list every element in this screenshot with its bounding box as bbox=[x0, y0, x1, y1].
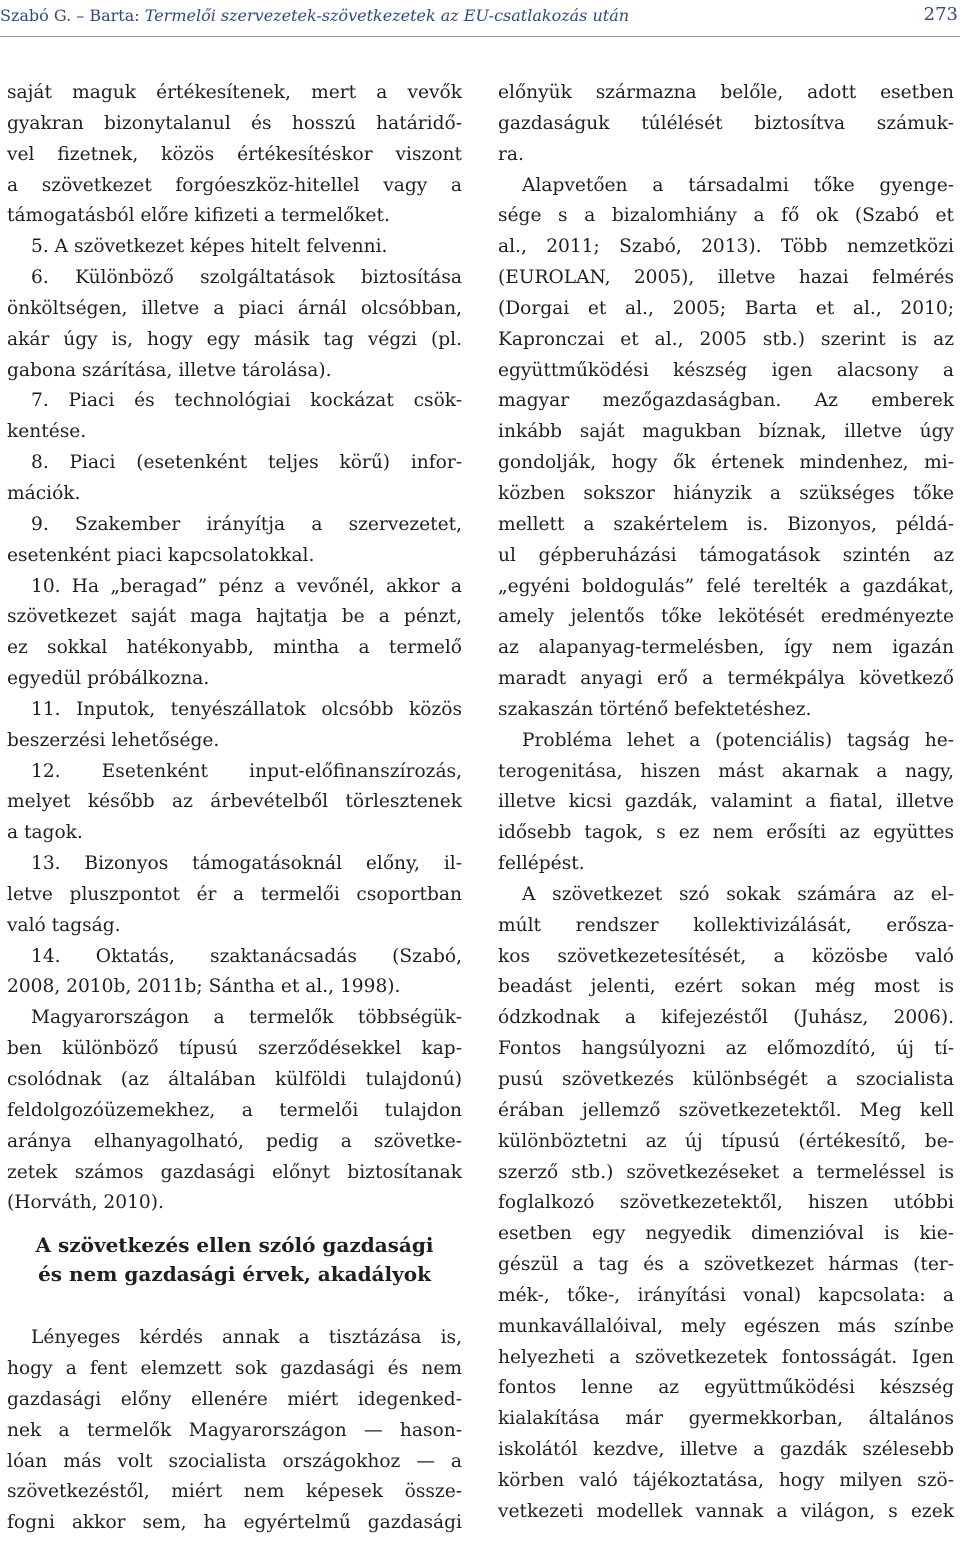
text-line: esetben egy negyedik dimenzióval is kie- bbox=[498, 1223, 954, 1245]
text-line: 14. Oktatás, szaktanácsadás (Szabó, bbox=[31, 945, 462, 967]
text-line: „egyéni boldogulás” felé terelték a gazdákat, bbox=[498, 575, 954, 597]
text-line: körben való tájékoztatása, hogy milyen szö- bbox=[498, 1469, 954, 1491]
text-line: ben különböző típusú szerződésekkel kap- bbox=[7, 1038, 462, 1060]
text-line: Magyarországon a termelők többségük- bbox=[31, 1007, 462, 1029]
text-line: illetve kicsi gazdák, valamint a fiatal, illetve bbox=[498, 791, 954, 813]
text-line: 5. A szövetkezet képes hitelt felvenni. bbox=[31, 236, 388, 258]
section-heading-line-2: és nem gazdasági érvek, akadályok bbox=[38, 1262, 431, 1287]
left-body-text bbox=[7, 78, 462, 1219]
text-line: 11. Inputok, tenyészállatok olcsóbb közös bbox=[31, 698, 462, 720]
running-header bbox=[0, 0, 960, 37]
text-line: különböztetni az új típusú (értékesítő, be- bbox=[498, 1130, 954, 1152]
text-line: való tagság. bbox=[7, 914, 121, 936]
text-line: letve pluszpontot ér a termelői csoportban bbox=[7, 883, 462, 905]
text-line: szövetkezet saját maga hajtatja be a pénzt, bbox=[7, 606, 462, 628]
header-title: Termelői szervezetek-szövetkezetek az EU-csatlakozás után bbox=[144, 6, 630, 25]
text-line: kentése. bbox=[7, 421, 87, 443]
text-line: szövetkezéstől, miért nem képesek össze- bbox=[7, 1481, 462, 1503]
text-line: mék-, tőke-, irányítási vonal) kapcsolata: a bbox=[498, 1284, 954, 1306]
text-line: szakaszán történő befektetéshez. bbox=[498, 698, 812, 720]
text-line: saját maguk értékesítenek, mert a vevők bbox=[7, 82, 462, 103]
text-line: munkavállalóival, mely egészen más színbe bbox=[498, 1315, 954, 1337]
text-line: iskolától kezdve, illetve a gazdák szélesebb bbox=[498, 1439, 954, 1461]
text-line: ra. bbox=[498, 143, 524, 165]
text-line: 6. Különböző szolgáltatások biztosítása bbox=[31, 267, 462, 289]
page-number: 273 bbox=[923, 4, 958, 25]
text-line: ez sokkal hatékonyabb, mintha a termelő bbox=[7, 637, 462, 659]
text-line: vel fizetnek, közös értékesítéskor viszont bbox=[7, 143, 462, 165]
text-line: melyet később az árbevételből törlesztenek bbox=[7, 791, 462, 813]
text-line: együttműködési készség igen alacsony a bbox=[498, 359, 954, 381]
right-column bbox=[498, 78, 954, 1528]
text-line: gyakran bizonytalanul és hosszú határidő- bbox=[7, 112, 462, 134]
text-line: (Horváth, 2010). bbox=[7, 1192, 164, 1214]
text-line: beadást jelenti, ezért sokan még most is bbox=[498, 976, 954, 998]
text-line: nek a termelők Magyarországon — hason- bbox=[7, 1419, 462, 1441]
text-line: szerző stb.) szövetkezéseket a termeléssel is bbox=[498, 1161, 954, 1183]
left-column bbox=[7, 78, 462, 1539]
text-line: fontos lenne az együttműködési készség bbox=[498, 1377, 954, 1399]
text-line: hogy a fent elemzett sok gazdasági és nem bbox=[7, 1358, 462, 1380]
text-line: magyar mezőgazdaságban. Az emberek bbox=[498, 390, 954, 412]
text-line: gabona szárítása, illetve tárolása). bbox=[7, 359, 332, 381]
text-line: kos szövetkezetesítését, a közösbe való bbox=[498, 945, 954, 967]
text-line: kialakítása már gyermekkorban, általános bbox=[498, 1408, 954, 1430]
text-line: pusú szövetkezés különbségét a szocialista bbox=[498, 1069, 954, 1090]
text-line: egyedül próbálkozna. bbox=[7, 668, 210, 690]
text-line: helyezheti a szövetkezetek fontosságát. Igen bbox=[498, 1346, 954, 1368]
text-line: fogni akkor sem, ha egyértelmű gazdasági bbox=[7, 1512, 462, 1534]
text-line: Kapronczai et al., 2005 stb.) szerint is az bbox=[498, 328, 954, 350]
text-line: gazdasági előny ellenére miért idegenked- bbox=[7, 1388, 462, 1410]
text-line: gondolják, hogy ők értenek mindenhez, mi- bbox=[498, 452, 954, 474]
text-line: aránya elhanyagolható, pedig a szövetke- bbox=[7, 1130, 462, 1152]
right-body-text bbox=[498, 78, 954, 1528]
text-line: 2008, 2010b, 2011b; Sántha et al., 1998). bbox=[7, 976, 401, 998]
text-line: beszerzési lehetősége. bbox=[7, 729, 220, 751]
text-line: maradt anyagi erő a termékpálya következő bbox=[498, 668, 954, 690]
text-line: zetek számos gazdasági előnyt biztosítanak bbox=[7, 1161, 462, 1183]
section-heading bbox=[7, 1231, 462, 1289]
text-line: al., 2011; Szabó, 2013). Több nemzetközi bbox=[498, 236, 954, 258]
text-line: feldolgozóüzemekhez, a termelői tulajdon bbox=[7, 1099, 462, 1121]
text-line: 12. Esetenként input-előfinanszírozás, bbox=[31, 760, 462, 782]
text-line: gészül a tag és a szövetkezet hármas (ter- bbox=[498, 1254, 954, 1276]
text-line: inkább saját magukban bíznak, illetve úgy bbox=[498, 421, 954, 443]
text-line: mációk. bbox=[7, 482, 81, 504]
text-line: ódzkodnak a kifejezéstől (Juhász, 2006). bbox=[498, 1007, 954, 1029]
text-line: vetkezeti modellek vannak a világon, s ezek bbox=[498, 1500, 954, 1522]
text-line: önköltségen, illetve a piaci árnál olcsóbban, bbox=[7, 297, 462, 319]
text-line: Lényeges kérdés annak a tisztázása is, bbox=[31, 1327, 462, 1349]
text-line: sége s a bizalomhiány a fő ok (Szabó et bbox=[498, 205, 954, 227]
text-line: A szövetkezet szó sokak számára az el- bbox=[522, 883, 954, 905]
section-heading-line-1: A szövetkezés ellen szóló gazdasági bbox=[35, 1233, 434, 1258]
text-line: 10. Ha „beragad” pénz a vevőnél, akkor a bbox=[31, 575, 462, 597]
text-line: Alapvetően a társadalmi tőke gyenge- bbox=[522, 174, 954, 196]
text-line: (Dorgai et al., 2005; Barta et al., 2010; bbox=[498, 297, 954, 319]
text-line: Fontos hangsúlyozni az előmozdító, új tí- bbox=[498, 1038, 954, 1060]
text-line: múlt rendszer kollektivizálását, erősza- bbox=[498, 914, 954, 936]
left-body-text-2 bbox=[7, 1323, 462, 1539]
text-line: érában jellemző szövetkezetektől. Meg kell bbox=[498, 1099, 954, 1121]
text-line: terogenitása, hiszen mást akarnak a nagy, bbox=[498, 760, 954, 782]
text-line: amely jelentős tőke lekötését eredményezte bbox=[498, 606, 954, 628]
text-line: Probléma lehet a (potenciális) tagság he- bbox=[522, 729, 954, 751]
text-line: gazdaságuk túlélését biztosítva számuk- bbox=[498, 112, 954, 134]
text-line: a tagok. bbox=[7, 822, 83, 844]
text-line: a szövetkezet forgóeszköz-hitellel vagy a bbox=[7, 174, 462, 196]
text-line: 9. Szakember irányítja a szervezetet, bbox=[31, 513, 462, 535]
text-line: akár úgy is, hogy egy másik tag végzi (pl. bbox=[7, 328, 462, 350]
text-line: fellépést. bbox=[498, 853, 585, 875]
header-authors: Szabó G. – Barta: bbox=[0, 6, 140, 25]
text-line: közben sokszor hiányzik a szükséges tőke bbox=[498, 482, 954, 504]
text-line: az alapanyag-termelésben, így nem igazán bbox=[498, 637, 954, 659]
text-line: 13. Bizonyos támogatásoknál előny, il- bbox=[31, 853, 462, 875]
text-line: idősebb tagok, s ez nem erősíti az együttes bbox=[498, 822, 954, 844]
text-line: lóan más volt szocialista országokhoz — a bbox=[7, 1450, 462, 1472]
text-line: támogatásból előre kifizeti a termelőket. bbox=[7, 205, 390, 227]
text-line: előnyük származna belőle, adott esetben bbox=[498, 82, 954, 103]
text-line: mellett a szakértelem is. Bizonyos, példá- bbox=[498, 513, 954, 535]
text-line: ul gépberuházási támogatások szintén az bbox=[498, 544, 954, 566]
text-line: esetenként piaci kapcsolatokkal. bbox=[7, 544, 315, 566]
running-title bbox=[0, 6, 629, 25]
text-line: (EUROLAN, 2005), illetve hazai felmérés bbox=[498, 267, 954, 289]
text-line: foglalkozó szövetkezetektől, hiszen utóbbi bbox=[498, 1192, 954, 1214]
text-line: 7. Piaci és technológiai kockázat csök- bbox=[31, 390, 462, 412]
text-line: 8. Piaci (esetenként teljes körű) infor- bbox=[31, 452, 462, 474]
text-line: csolódnak (az általában külföldi tulajdonú) bbox=[7, 1069, 462, 1090]
